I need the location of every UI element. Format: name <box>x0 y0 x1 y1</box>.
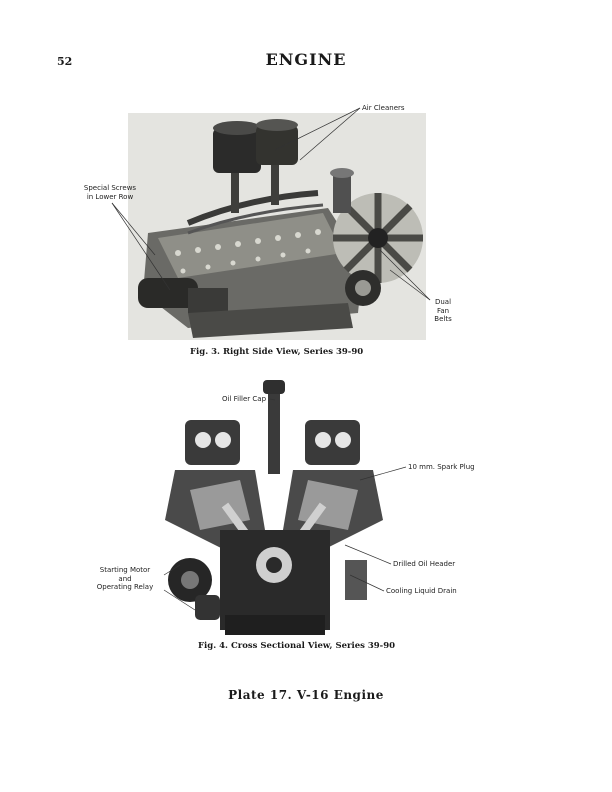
cooling-liquid-drain-label: Cooling Liquid Drain <box>386 587 457 595</box>
spark-plug-label: 10 mm. Spark Plug <box>408 463 475 471</box>
drilled-oil-header-label: Drilled Oil Header <box>393 560 456 568</box>
page-title: ENGINE <box>265 50 347 69</box>
dual-fan-belts-line-3: Belts <box>434 315 452 323</box>
air-cleaners-label: Air Cleaners <box>362 104 405 112</box>
engine-cross-section-photo <box>165 380 383 638</box>
page-number: 52 <box>57 55 73 68</box>
special-screws-line-2: in Lower Row <box>86 192 134 201</box>
special-screws-line-1: Special Screws <box>83 184 137 192</box>
dual-fan-belts-line-2: Fan <box>436 306 450 315</box>
engine-right-side-illustration <box>128 113 426 340</box>
starting-motor-line-2: and <box>118 574 132 583</box>
engine-right-side-photo <box>128 113 426 340</box>
special-screws-label <box>70 184 150 201</box>
figure-4-caption: Fig. 4. Cross Sectional View, Series 39-90 <box>198 641 396 651</box>
figure-3-caption: Fig. 3. Right Side View, Series 39-90 <box>190 347 364 357</box>
starting-motor-line-1: Starting Motor <box>99 566 151 574</box>
engine-cross-section-illustration <box>165 380 383 638</box>
starting-motor-line-3: Operating Relay <box>96 583 154 591</box>
starting-motor-label <box>86 566 164 592</box>
dual-fan-belts-label <box>428 298 458 324</box>
oil-filler-cap-label: Oil Filler Cap <box>222 395 267 403</box>
dual-fan-belts-line-1: Dual <box>434 298 452 306</box>
plate-title: Plate 17. V-16 Engine <box>228 688 384 702</box>
